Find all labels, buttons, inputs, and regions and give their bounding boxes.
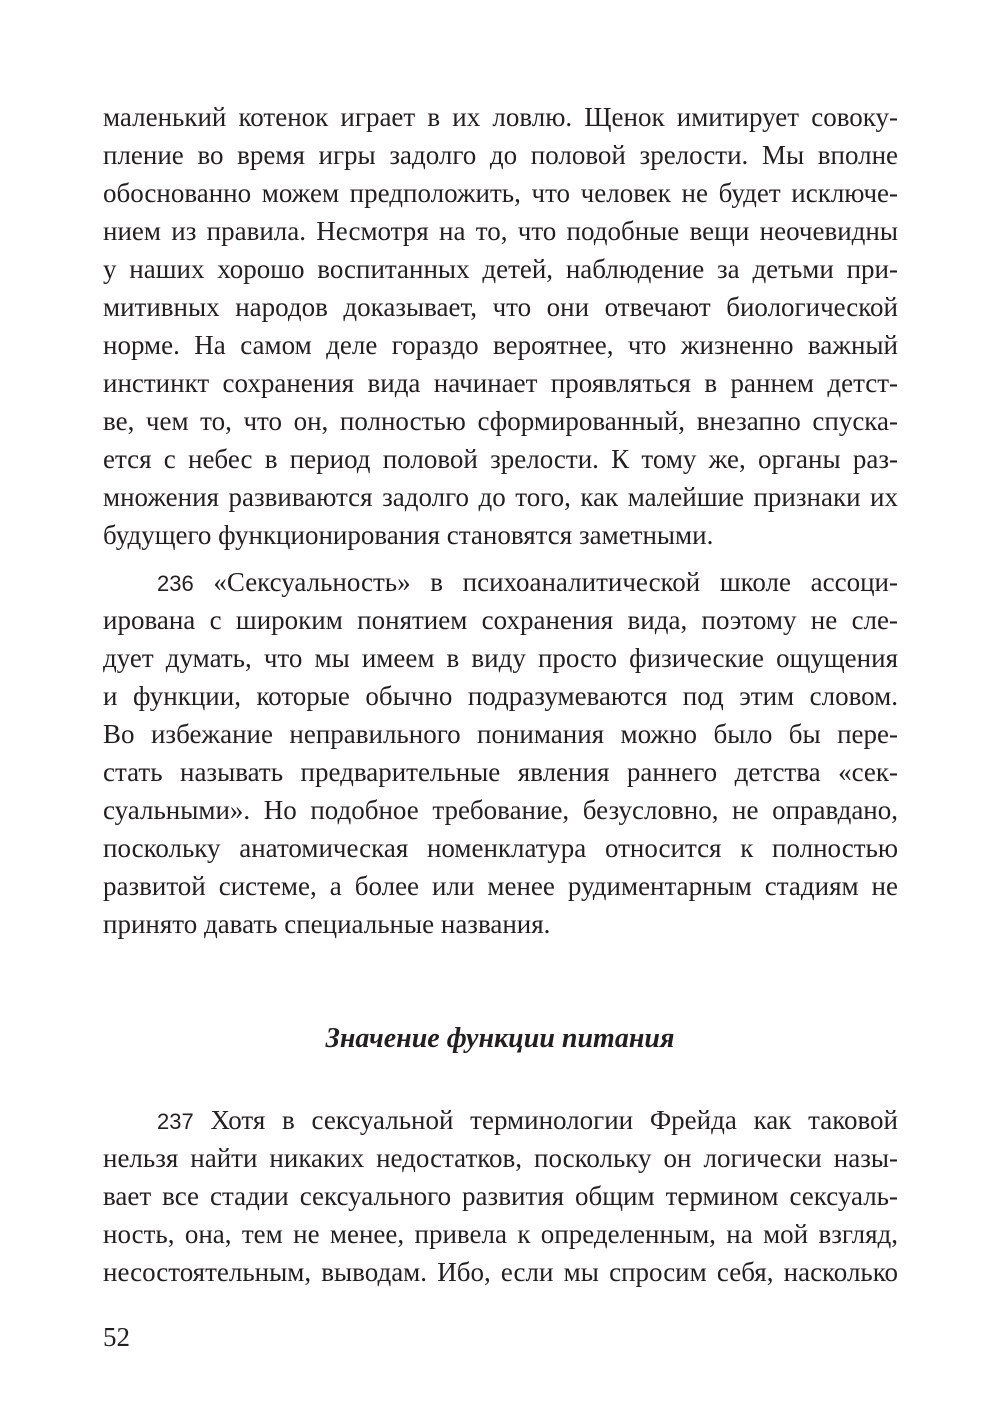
text-line: инстинкт сохранения вида начинает проявляться в раннем детст-: [103, 368, 898, 398]
text-line: несостоятельным, выводам. Ибо, если мы спросим себя, насколько: [103, 1257, 898, 1287]
text-line: у наших хорошо воспитанных детей, наблюдение за детьми при-: [103, 254, 898, 284]
text-line: будущего функционирования становятся заметными.: [103, 520, 714, 550]
page-number: 52: [103, 1322, 130, 1352]
text-line: ется с небес в период половой зрелости. К тому же, органы раз-: [103, 444, 898, 474]
text-line: «Сексуальность» в психоаналитической школе ассоци-: [213, 567, 898, 597]
text-line: пление во время игры задолго до половой зрелости. Мы вполне: [103, 140, 898, 170]
text-line: дует думать, что мы имеем в виду просто физические ощущения: [103, 643, 898, 673]
paragraph-first-line: [157, 1101, 898, 1139]
text-line: Во избежание неправильного понимания можно было бы пере-: [103, 719, 898, 749]
text-line: нием из правила. Несмотря на то, что подобные вещи неочевидны: [103, 216, 898, 246]
text-line: ность, она, тем не менее, привела к определенным, на мой взгляд,: [103, 1219, 898, 1249]
paragraph-number: 237: [157, 1109, 194, 1134]
text-line: развитой системе, а более или менее рудиментарным стадиям не: [103, 871, 898, 901]
text-line: нельзя найти никаких недостатков, поскольку он логически назы-: [103, 1143, 898, 1173]
text-line: принято давать специальные названия.: [103, 909, 551, 939]
text-line: митивных народов доказывает, что они отвечают биологической: [103, 292, 898, 322]
text-line: обоснованно можем предположить, что человек не будет исключе-: [103, 178, 898, 208]
text-line: Хотя в сексуальной терминологии Фрейда как таковой: [210, 1105, 899, 1135]
text-line: ирована с широким понятием сохранения вида, поэтому не сле-: [103, 605, 898, 635]
text-line: норме. На самом деле гораздо вероятнее, что жизненно важный: [103, 330, 898, 360]
text-line: суальными». Но подобное требование, безусловно, не оправдано,: [103, 795, 898, 825]
paragraph-first-line: [157, 563, 898, 601]
paragraph-number: 236: [157, 571, 194, 596]
text-line: и функции, которые обычно подразумеваются под этим словом.: [103, 681, 898, 711]
text-line: множения развиваются задолго до того, как малейшие признаки их: [103, 482, 898, 512]
text-line: маленький котенок играет в их ловлю. Щенок имитирует совоку-: [103, 102, 898, 132]
section-heading: Значение функции питания: [325, 1023, 675, 1054]
text-line: ве, чем то, что он, полностью сформированный, внезапно спуска-: [103, 406, 898, 436]
text-line: стать называть предварительные явления раннего детства «сек-: [103, 757, 898, 787]
text-line: поскольку анатомическая номенклатура относится к полностью: [103, 833, 898, 863]
text-line: вает все стадии сексуального развития общим термином сексуаль-: [103, 1181, 898, 1211]
